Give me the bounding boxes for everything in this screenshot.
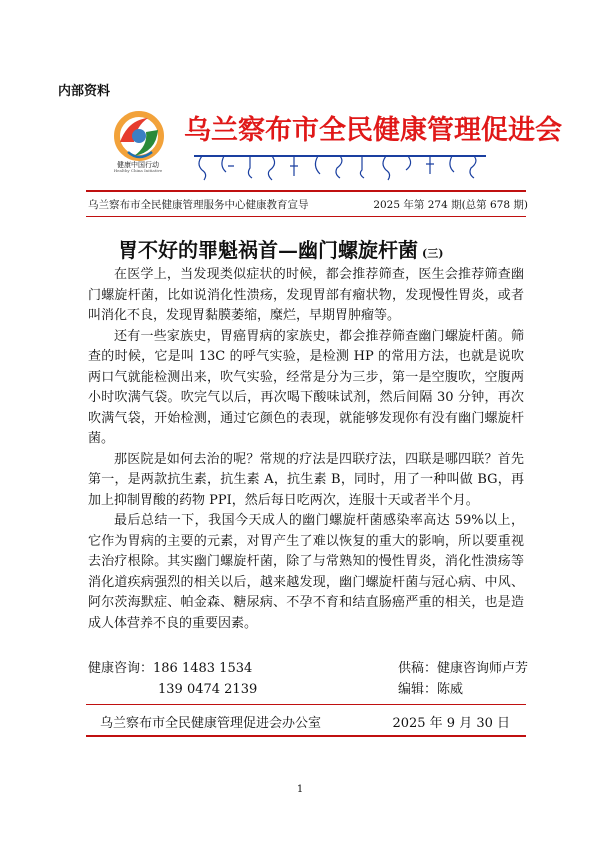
provider-credit: 供稿：健康咨询师卢芳: [398, 661, 529, 676]
article-title-text: 胃不好的罪魁祸首—幽门螺旋杆菌: [118, 238, 418, 262]
credits-block: [398, 658, 528, 700]
footer-office: 乌兰察布市全民健康管理促进会办公室: [100, 716, 322, 731]
contact-label: 健康咨询：: [88, 661, 154, 676]
paragraph: 最后总结一下，我国今天成人的幽门螺旋杆菌感染率高达 59%以上，它作为胃病的主要的元素，对胃产生了难以恢复的重大的影响，所以要重视去治疗根除。其实幽门螺旋杆菌，除了与常熟知的慢性胃炎，消化性溃疡等消化道疾病强烈的相关以后，越来越发现，幽门螺旋杆菌与冠心病、中风、阿尔茨海默症、帕金森、糖尿病、不孕不育和结直肠癌严重的相关，也是造成人体营养不良的重要因素。: [88, 513, 524, 631]
footer-rule-top: [86, 704, 526, 705]
logo-caption-en: Healthy China Initiative: [113, 168, 163, 173]
issue-line: [88, 197, 528, 212]
organization-title: 乌兰察布市全民健康管理促进会: [184, 115, 562, 146]
header-rule-top: [86, 190, 526, 192]
contact-block: [88, 658, 257, 700]
header-rule-bottom: [86, 216, 526, 217]
issue-number: 2025 年第 274 期(总第 678 期): [373, 199, 528, 211]
paragraph: 那医院是如何去治的呢？常规的疗法是四联疗法，四联是哪四联？首先第一，是两款抗生素，抗生素 A，抗生素 B，同时，用了一种叫做 BG，再加上抑制胃酸的药物 PPI，然后每日吃两次，连服十天或者半个月。: [88, 451, 524, 508]
publisher-text: 乌兰察布市全民健康管理服务中心健康教育宣导: [88, 199, 309, 211]
article-title: [118, 234, 443, 263]
paragraph: 在医学上，当发现类似症状的时候，都会推荐筛查，医生会推荐筛查幽门螺旋杆菌，比如说消化性溃疡，发现胃部有瘤状物，发现慢性胃炎，或者叫消化不良，发现胃黏膜萎缩，糜烂，早期胃肿瘤等。: [88, 267, 524, 323]
paragraph: 还有一些家族史，胃癌胃病的家族史，都会推荐筛查幽门螺旋杆菌。筛查的时候，它是叫 13C 的呼气实验，是检测 HP 的常用方法，也就是说吹两口气就能检测出来，吹气实验，经常是分为三步，第一是空腹吹，空腹两小时吹满气袋。吹完气以后，再次喝下酸味试剂，然后间隔 30 分钟，再次吹满气袋，开始检测，通过它颜色的表现，就能够发现你有没有幽门螺旋杆菌。: [88, 328, 524, 446]
contact-phone-1: 186 1483 1534: [153, 661, 253, 676]
footer-date: 2025 年 9 月 30 日: [392, 716, 510, 731]
editor-credit: 编辑：陈威: [398, 682, 464, 697]
article-body: [88, 265, 524, 634]
association-logo: [108, 108, 170, 168]
logo-caption: 健康中国行动: [117, 161, 159, 169]
footer: [100, 712, 510, 731]
article-part: (三): [422, 247, 444, 260]
internal-label: 内部资料: [58, 84, 111, 99]
footer-rule-bottom: [86, 735, 526, 737]
mongolian-script-title: [190, 142, 490, 184]
page-number: 1: [296, 784, 304, 795]
contact-phone-2: 139 0474 2139: [158, 682, 258, 697]
